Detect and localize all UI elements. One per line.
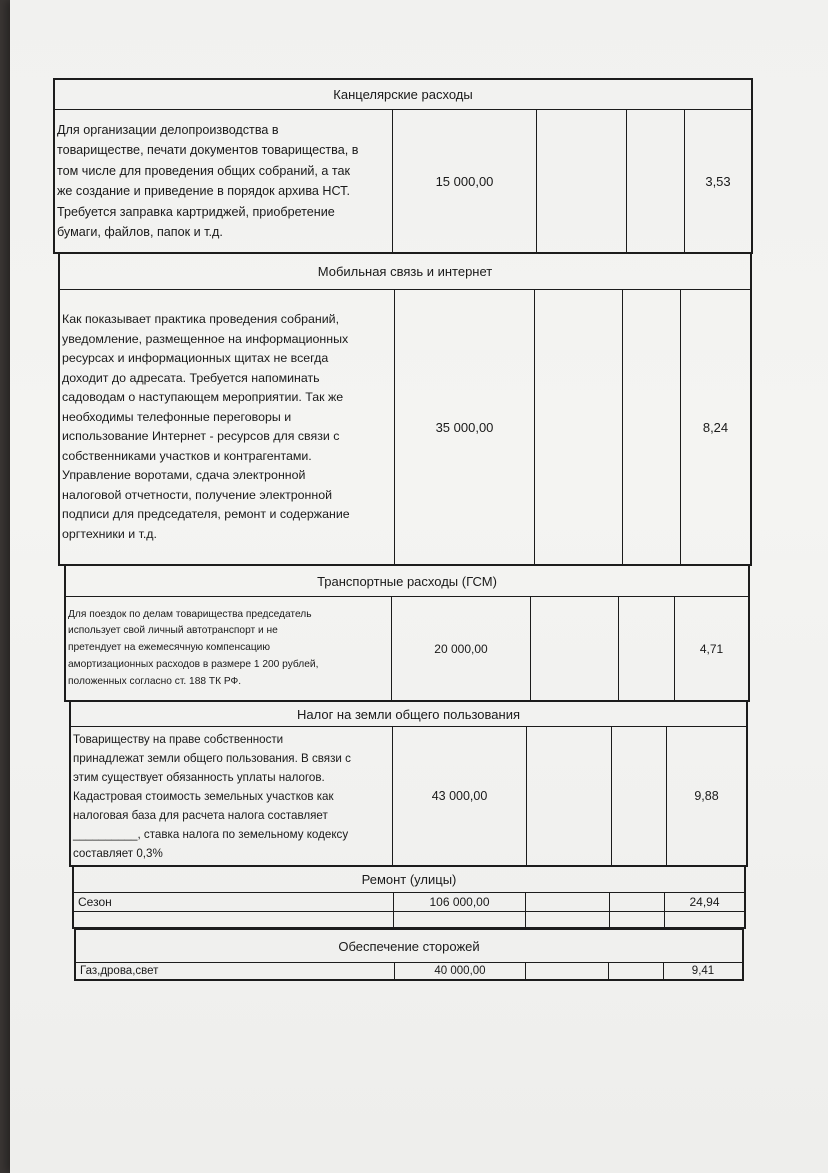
row-description: Товариществу на праве собственности принадлежат земли общего пользования. В связи с этим существует обязанность уплаты налогов. Кадастровая стоимость земельных участков как налоговая база для расчета налога составляет __________, ставка налога по земельному кодексу составляет 0,3% [73,732,351,860]
row-description: Газ,дрова,свет [80,965,159,977]
section-street-repair [72,865,746,929]
row-description: Для организации делопроизводства в товариществе, печати документов товарищества, в том числе для проведения общих собраний, а так же создание и приведение в порядок архива НСТ. Требуется заправка картриджей, приобретение бумаги, файлов, папок и т.д. [57,122,359,239]
paper-sheet [10,0,828,1173]
table-row [76,963,742,979]
table-row [71,727,746,865]
table-row [60,290,750,564]
row-description: Для поездок по делам товарищества председатель использует свой личный автотранспорт и не претендует на ежемесячную компенсацию амортизационных расходов в размере 1 200 рублей, положенных согласно ст. 188 ТК РФ. [68,608,319,687]
row-amount: 20 000,00 [434,641,488,656]
row-percent: 24,94 [689,895,720,909]
section-office-expenses [53,78,753,254]
table-row [55,110,751,252]
row-amount: 40 000,00 [434,965,486,977]
table-row [74,893,744,911]
table-row [74,911,744,927]
table-row [66,597,748,700]
section-guards [74,928,744,981]
row-percent: 8,24 [702,419,729,435]
row-description: Сезон [78,895,112,909]
section-title: Мобильная связь и интернет [60,254,750,290]
row-description: Как показывает практика проведения собраний, уведомление, размещенное на информационных ресурсах и информационных щитах не всегда доходит до адресата. Требуется напоминать садоводам о наступающем мероприятии. Так же необходимы телефонные переговоры и использование Интернет - ресурсов для связи с собственниками участков и контрагентами. Управление воротами, сдача электронной налоговой отчетности, получение электронной подписи для председателя, ремонт и содержание оргтехники и т.д. [62,312,350,541]
section-title: Канцелярские расходы [55,80,751,110]
section-land-tax [69,700,748,867]
row-amount: 15 000,00 [435,173,494,189]
row-percent: 9,88 [694,789,719,803]
row-amount: 106 000,00 [429,895,490,909]
row-percent: 4,71 [699,641,724,656]
row-percent: 9,41 [691,965,715,977]
section-title: Налог на земли общего пользования [71,702,746,727]
row-amount: 35 000,00 [435,419,494,435]
section-title: Обеспечение сторожей [76,930,742,963]
row-percent: 3,53 [705,173,731,189]
row-amount: 43 000,00 [431,789,488,803]
section-mobile-internet [58,252,752,566]
section-title: Ремонт (улицы) [74,867,744,893]
section-title: Транспортные расходы (ГСМ) [66,566,748,597]
section-transport [64,564,750,702]
